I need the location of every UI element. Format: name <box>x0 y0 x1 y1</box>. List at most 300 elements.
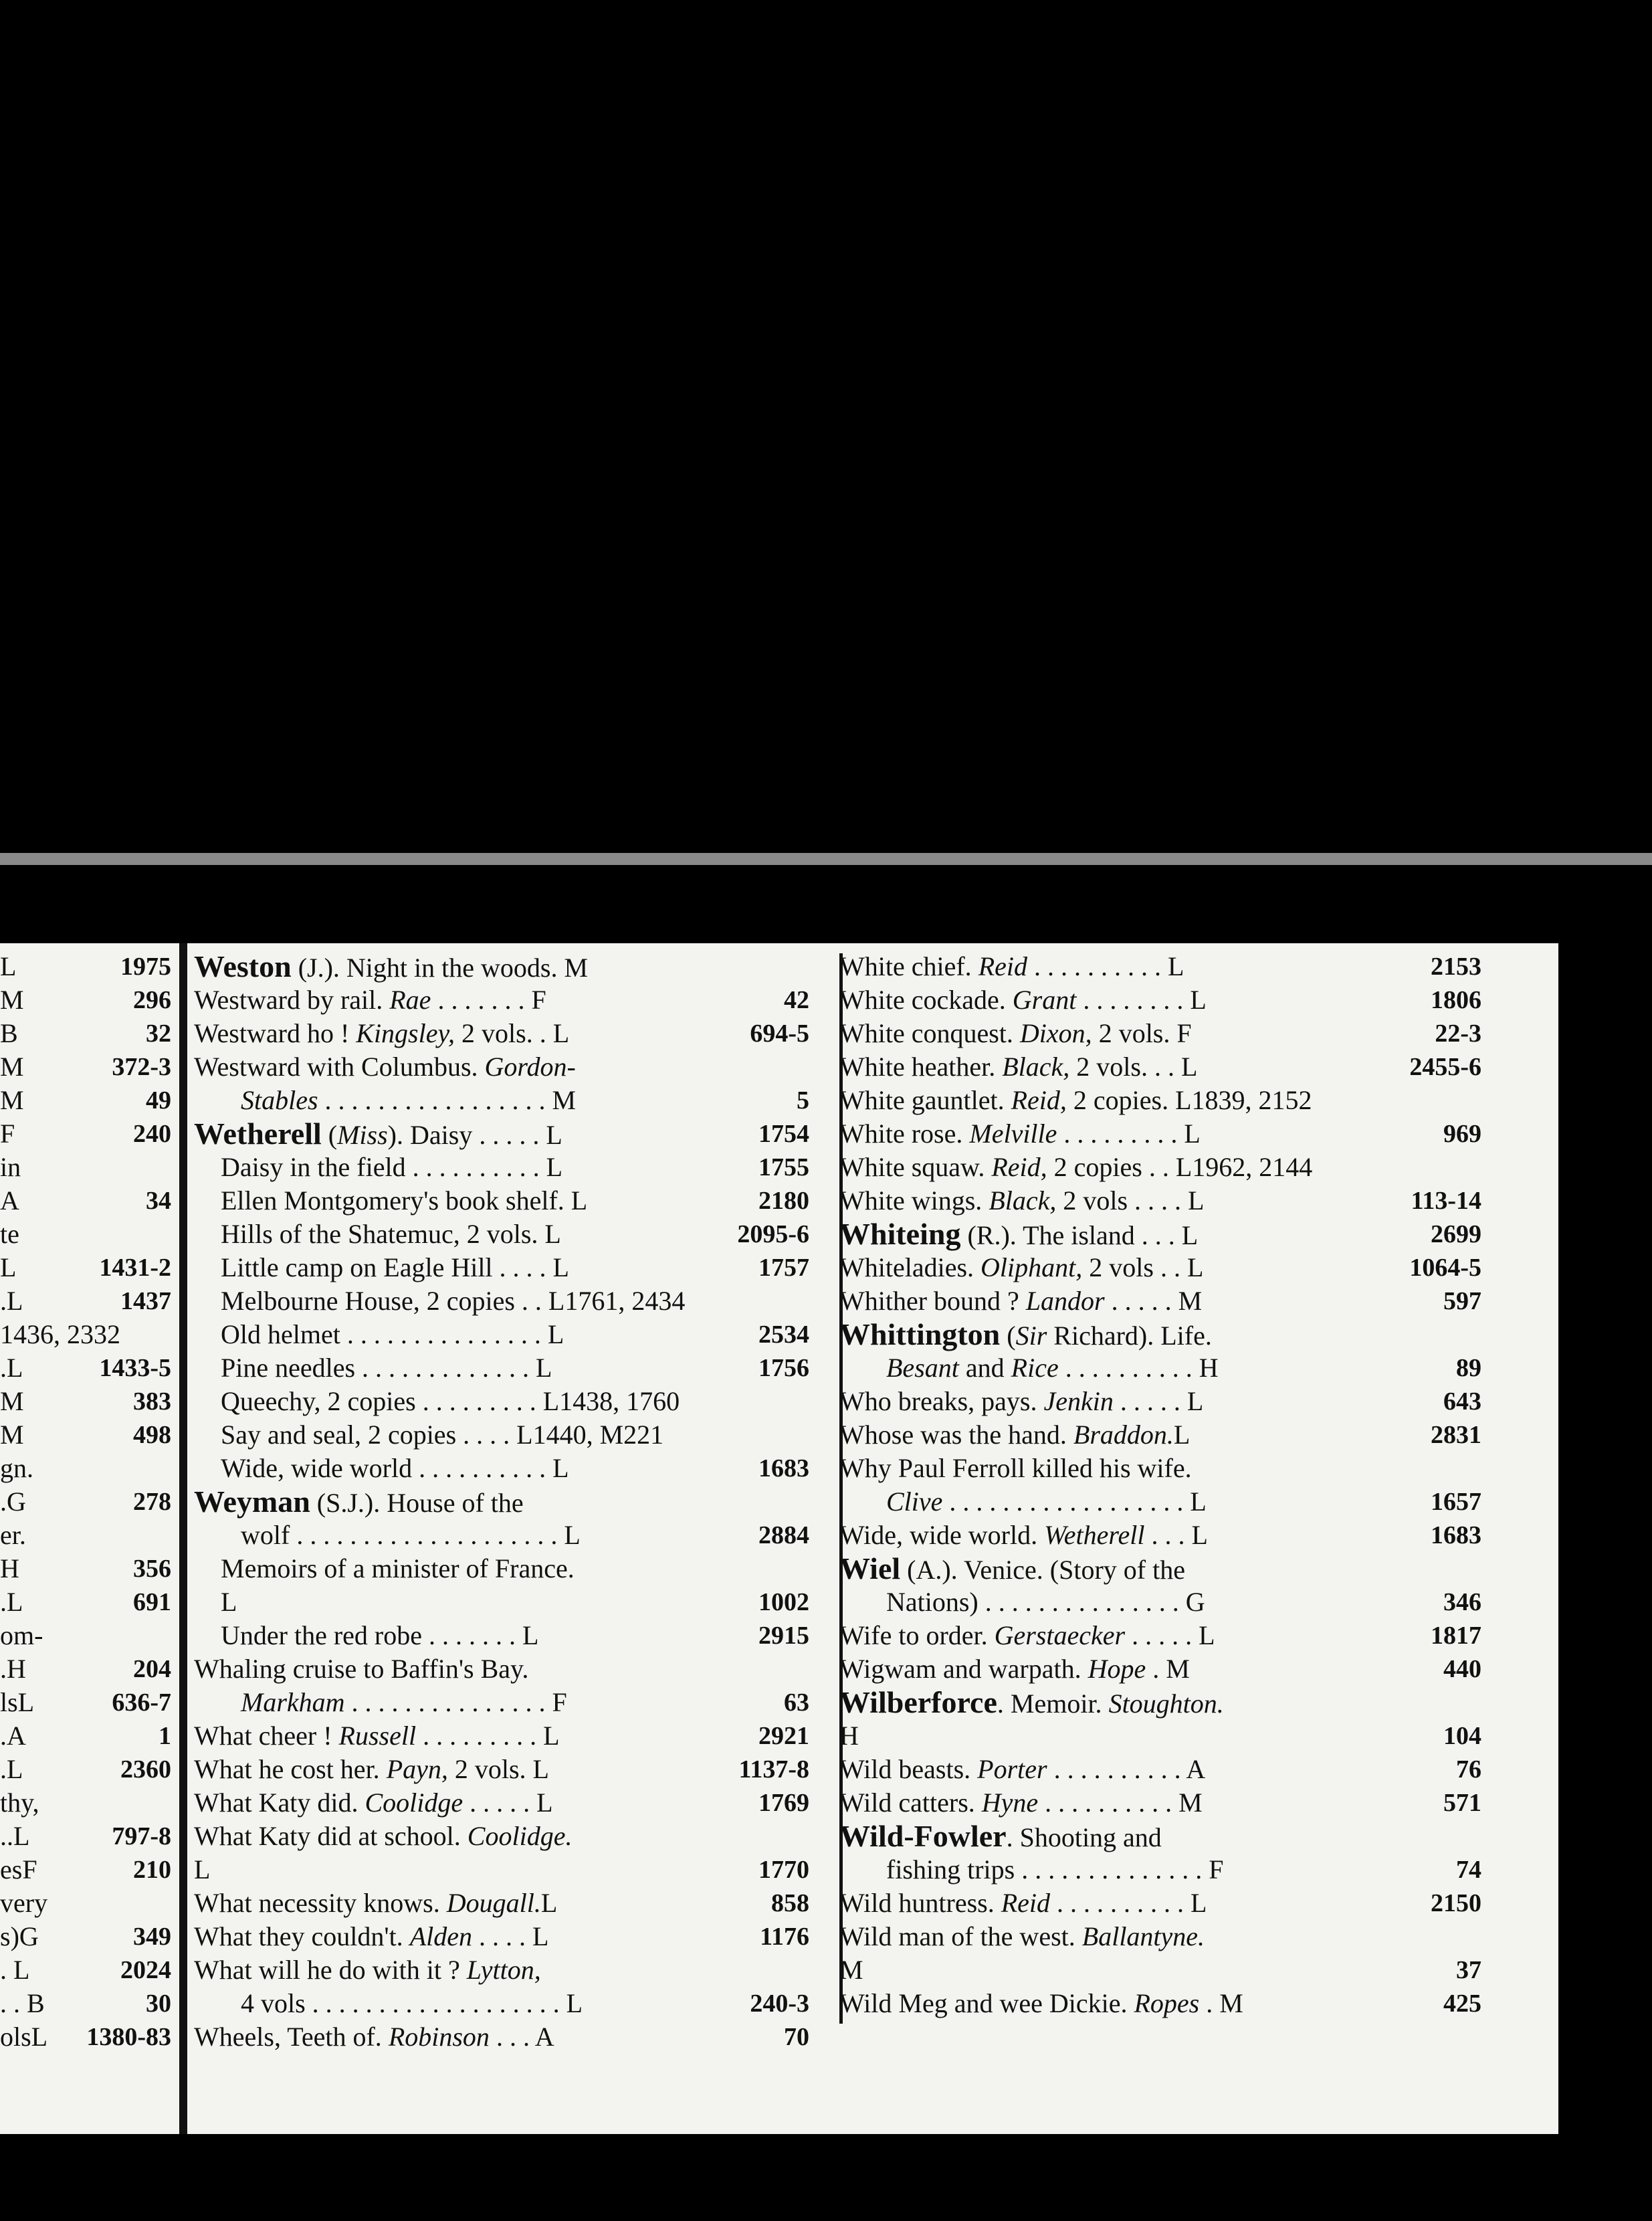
entry-pre: Westward with Columbus. <box>194 1052 485 1082</box>
entry-number: 346 <box>1443 1588 1481 1616</box>
fragment-number: 1433-5 <box>99 1354 171 1382</box>
entry-title <box>839 1485 1207 1519</box>
entry-number: 597 <box>1443 1287 1481 1315</box>
entry-pre: Wild beasts. <box>839 1754 978 1784</box>
fragment-entry <box>0 1385 175 1418</box>
entry-number: 969 <box>1443 1120 1481 1148</box>
entry-pre: Westward by rail. <box>194 985 390 1015</box>
fragment-entry <box>0 983 175 1017</box>
catalog-entry <box>839 1117 1481 1151</box>
catalog-entry <box>194 1184 809 1218</box>
entry-it: Miss <box>337 1120 388 1150</box>
catalog-entry <box>194 1084 809 1117</box>
entry-post: 2 vols. . . L <box>1069 1052 1198 1082</box>
entry-pre: Little camp on Eagle Hill . . . . L <box>221 1252 569 1282</box>
catalog-entry <box>194 1151 809 1184</box>
entry-number: 440 <box>1443 1655 1481 1683</box>
fragment-text: in <box>0 1152 21 1182</box>
fragment-number: 356 <box>133 1555 171 1583</box>
entry-number: 1002 <box>758 1588 809 1616</box>
fragment-entry <box>0 1218 175 1251</box>
fragment-number: 278 <box>133 1488 171 1516</box>
entry-pre: L <box>194 1854 211 1885</box>
entry-title <box>839 1853 1223 1887</box>
entry-pre: White heather. <box>839 1052 1003 1082</box>
entry-number: 89 <box>1456 1354 1481 1382</box>
entry-number: 2150 <box>1431 1889 1481 1917</box>
fragment-number: 1380-83 <box>86 2023 171 2051</box>
entry-post: . . . . . . . . . . . . . . . F <box>344 1687 567 1717</box>
entry-title <box>839 1953 863 1987</box>
entry-number: 571 <box>1443 1789 1481 1817</box>
catalog-entry <box>839 1318 1481 1351</box>
entry-pre: White cockade. <box>839 985 1013 1015</box>
entry-pre: White chief. <box>839 951 978 981</box>
catalog-entry <box>839 1719 1481 1753</box>
fragment-entry <box>0 1184 175 1218</box>
entry-pre: Wide, wide world. <box>839 1520 1045 1550</box>
entry-title <box>194 1084 576 1117</box>
fragment-entry <box>0 1953 175 1987</box>
entry-it: Sir <box>1015 1321 1047 1351</box>
fragment-entry <box>0 1519 175 1552</box>
entry-title <box>194 1418 663 1452</box>
entry-head: Wilberforce <box>839 1685 997 1719</box>
entry-title <box>194 1485 524 1520</box>
entry-it: Markham <box>241 1687 345 1717</box>
entry-number: 2915 <box>758 1622 809 1650</box>
catalog-entry <box>839 1987 1481 2020</box>
catalog-entry <box>839 1820 1481 1853</box>
fragment-text: F <box>0 1119 15 1149</box>
catalog-entry <box>839 1585 1481 1619</box>
entry-title <box>194 1050 576 1084</box>
entry-number: 1769 <box>758 1789 809 1817</box>
entry-post: and <box>958 1353 1011 1383</box>
fragment-entry <box>0 1418 175 1452</box>
entry-mid: . Memoir. <box>997 1688 1109 1719</box>
entry-pre: Nations) . . . . . . . . . . . . . . . G <box>886 1587 1205 1617</box>
entry-title <box>194 1218 561 1251</box>
entry-post: . M <box>1146 1654 1190 1684</box>
catalog-entry <box>839 950 1481 983</box>
entry-head: Whittington <box>839 1317 1001 1351</box>
entry-number: 1176 <box>760 1923 809 1951</box>
fragment-entry <box>0 1652 175 1686</box>
entry-number: 37 <box>1456 1956 1481 1984</box>
fragment-text: .L <box>0 1587 23 1617</box>
entry-it: Rae <box>389 985 431 1015</box>
entry-number: 2455-6 <box>1409 1053 1481 1081</box>
entry-pre: White conquest. <box>839 1018 1020 1048</box>
entry-it: Wetherell <box>1044 1520 1145 1550</box>
entry-title <box>194 1853 210 1887</box>
fragment-entry <box>0 1251 175 1284</box>
fragment-entry <box>0 1017 175 1050</box>
entry-post: . . . . . . . . . . L <box>1027 951 1184 981</box>
entry-title <box>194 1318 564 1351</box>
entry-title <box>839 1786 1203 1820</box>
fragment-text: M <box>0 1420 24 1450</box>
left-fragment-column <box>0 950 175 2054</box>
entry-title <box>839 1017 1192 1050</box>
entry-title <box>839 1184 1205 1218</box>
catalog-entry <box>839 1084 1481 1117</box>
entry-title <box>839 1318 1212 1353</box>
fragment-text: lsL <box>0 1687 35 1717</box>
entry-it: Ropes <box>1134 1988 1200 2018</box>
catalog-entry <box>839 1284 1481 1318</box>
catalog-entry <box>194 1585 809 1619</box>
entry-title <box>839 1351 1219 1385</box>
entry-number: 1064-5 <box>1409 1254 1481 1282</box>
entry-pre: L <box>221 1587 237 1617</box>
fragment-entry <box>0 1151 175 1184</box>
entry-post: ). Daisy . . . . . L <box>387 1120 562 1150</box>
entry-pre: Whiteladies. <box>839 1252 981 1282</box>
catalog-entry <box>839 1017 1481 1050</box>
entry-it: Besant <box>886 1353 959 1383</box>
fragment-text: B <box>0 1018 18 1048</box>
entry-number: 2831 <box>1431 1421 1481 1449</box>
fragment-number: 383 <box>133 1387 171 1416</box>
entry-post: L <box>1173 1420 1191 1450</box>
entry-pre: What Katy did. <box>194 1788 365 1818</box>
entry-number: 2884 <box>758 1521 809 1549</box>
fragment-text: om- <box>0 1620 43 1650</box>
entry-number: 2153 <box>1431 953 1481 981</box>
fragment-number: 797-8 <box>112 1822 171 1850</box>
entry-post: 2 vols . . . . L <box>1056 1185 1205 1216</box>
entry-title <box>839 1084 1312 1117</box>
entry-pre: What they couldn't. <box>194 1921 410 1951</box>
entry-number: 1137-8 <box>738 1755 809 1783</box>
entry-pre: White squaw. <box>839 1152 992 1182</box>
fragment-number: 204 <box>133 1655 171 1683</box>
fragment-entry <box>0 1887 175 1920</box>
entry-title <box>194 1585 237 1619</box>
entry-pre: What he cost her. <box>194 1754 387 1784</box>
entry-post: . . . . . L <box>463 1788 553 1818</box>
fragment-number: 1431-2 <box>99 1254 171 1282</box>
fragment-entry <box>0 1920 175 1953</box>
entry-number: 2699 <box>1431 1220 1481 1248</box>
entry-title <box>194 1284 685 1318</box>
fragment-number: 498 <box>133 1421 171 1449</box>
entry-title <box>839 950 1184 983</box>
catalog-entry <box>194 1887 809 1920</box>
fragment-number: 349 <box>133 1923 171 1951</box>
entry-post: . . . . L <box>472 1921 549 1951</box>
catalog-entry <box>194 1385 809 1418</box>
fragment-text: .L <box>0 1286 23 1316</box>
catalog-entry <box>839 1652 1481 1686</box>
entry-post: . . . . . . . . . . A <box>1047 1754 1206 1784</box>
entry-post: . . . . . L <box>1113 1386 1204 1416</box>
entry-pre: Memoirs of a minister of France. <box>221 1553 575 1583</box>
entry-mid: (J.). Night in the woods. M <box>291 953 589 983</box>
entry-it: Lytton, <box>466 1955 541 1985</box>
entry-title <box>194 1987 583 2020</box>
catalog-entry <box>839 1552 1481 1585</box>
entry-it: Landor <box>1025 1286 1105 1316</box>
entry-number: 1806 <box>1431 986 1481 1014</box>
fragment-text: . L <box>0 1955 30 1985</box>
entry-title <box>839 1385 1203 1418</box>
fragment-text: .H <box>0 1654 26 1684</box>
entry-pre: White rose. <box>839 1119 970 1149</box>
fragment-number: 32 <box>146 1020 171 1048</box>
entry-title <box>839 1519 1208 1552</box>
catalog-entry <box>194 2020 809 2054</box>
entry-number: 113-14 <box>1411 1187 1481 1215</box>
entry-number: 42 <box>784 986 809 1014</box>
entry-pre: Wild catters. <box>839 1788 982 1818</box>
catalog-entry <box>839 1385 1481 1418</box>
catalog-entry <box>194 1953 809 1987</box>
fragment-entry <box>0 1619 175 1652</box>
catalog-entry <box>839 983 1481 1017</box>
entry-post: 2 vols . . L <box>1082 1252 1204 1282</box>
fragment-number: 2360 <box>120 1755 171 1783</box>
entry-number: 2534 <box>758 1321 809 1349</box>
entry-post: . . . . . L <box>1125 1620 1215 1650</box>
entry-post: Richard). Life. <box>1047 1321 1212 1351</box>
fragment-entry <box>0 1853 175 1887</box>
entry-it: Hope <box>1088 1654 1146 1684</box>
entry-head: Weston <box>194 949 292 983</box>
entry-title <box>839 1719 859 1753</box>
entry-post: . . . . . . . . . . M <box>1038 1788 1203 1818</box>
bottom-black-border <box>0 2134 1652 2221</box>
entry-number: 76 <box>1456 1755 1481 1783</box>
catalog-entry <box>194 1686 809 1719</box>
entry-title <box>839 1619 1215 1652</box>
entry-it: Gerstaecker <box>994 1620 1126 1650</box>
entry-head: Weyman <box>194 1484 310 1519</box>
catalog-entry <box>839 1753 1481 1786</box>
entry-it: Black, <box>989 1185 1057 1216</box>
entry-post: . . . . . . . . . . . . . . . . . M <box>318 1085 577 1115</box>
catalog-entry <box>194 950 809 983</box>
entry-title <box>194 950 588 985</box>
entry-post: . . . . . . . . . . . . . . . . . . L <box>942 1486 1207 1517</box>
entry-title <box>194 1552 575 1585</box>
entry-title <box>839 1284 1202 1318</box>
entry-title <box>194 1017 569 1050</box>
fragment-entry <box>0 1284 175 1318</box>
fragment-text: olsL <box>0 2022 48 2052</box>
scan-edge-band <box>0 853 1652 865</box>
entry-pre: What necessity knows. <box>194 1888 447 1918</box>
entry-number: 74 <box>1456 1856 1481 1884</box>
entry-number: 1755 <box>758 1153 809 1181</box>
catalog-entry <box>194 1017 809 1050</box>
entry-pre: Whither bound ? <box>839 1286 1026 1316</box>
entry-post: . . . . . . . . . . L <box>1050 1888 1207 1918</box>
catalog-entry <box>839 1218 1481 1251</box>
fragment-number: 1437 <box>120 1287 171 1315</box>
entry-number: 2921 <box>758 1722 809 1750</box>
entry-post: L <box>540 1888 558 1918</box>
entry-it: Braddon. <box>1073 1420 1174 1450</box>
fragment-text: .G <box>0 1486 26 1517</box>
catalog-entry <box>839 1418 1481 1452</box>
entry-title <box>194 1920 548 1953</box>
entry-it: Oliphant, <box>980 1252 1083 1282</box>
entry-title <box>839 1753 1205 1786</box>
entry-post: . . . . . . . . . L <box>416 1721 560 1751</box>
entry-it: Reid, <box>991 1152 1047 1182</box>
catalog-entry <box>194 1284 809 1318</box>
catalog-entry <box>194 1117 809 1151</box>
entry-number: 694-5 <box>750 1020 809 1048</box>
entry-title <box>839 1117 1201 1151</box>
fragment-number: 296 <box>133 986 171 1014</box>
fragment-number: 1975 <box>120 953 171 981</box>
entry-pre: Westward ho ! <box>194 1018 356 1048</box>
fragment-entry <box>0 1686 175 1719</box>
entry-pre: Wild Meg and wee Dickie. <box>839 1988 1134 2018</box>
entry-post: 2 copies. L1839, 2152 <box>1066 1085 1312 1115</box>
entry-title <box>194 1953 541 1987</box>
catalog-entry <box>194 1418 809 1452</box>
entry-number: 858 <box>771 1889 809 1917</box>
fragment-number: 210 <box>133 1856 171 1884</box>
entry-post: . . . . . M <box>1104 1286 1203 1316</box>
fragment-entry <box>0 1987 175 2020</box>
catalog-entry <box>839 1184 1481 1218</box>
catalog-entry <box>194 1452 809 1485</box>
entry-pre: H <box>839 1721 859 1751</box>
entry-it: Coolidge. <box>467 1821 573 1851</box>
entry-it2: Rice <box>1011 1353 1059 1383</box>
fragment-entry <box>0 1117 175 1151</box>
entry-pre: White wings. <box>839 1185 989 1216</box>
entry-number: 70 <box>784 2023 809 2051</box>
catalog-entry <box>194 1050 809 1084</box>
entry-pre: Wild huntress. <box>839 1888 1001 1918</box>
entry-mid: ( <box>321 1120 338 1150</box>
fragment-text: A <box>0 1185 19 1216</box>
entry-title <box>194 2020 554 2054</box>
fragment-entry <box>0 1318 175 1351</box>
entry-it: Dougall. <box>446 1888 541 1918</box>
fragment-entry <box>0 1585 175 1619</box>
fragment-text: er. <box>0 1520 26 1550</box>
entry-post: . . . L <box>1144 1520 1208 1550</box>
catalog-entry <box>194 983 809 1017</box>
catalog-entry <box>194 1753 809 1786</box>
catalog-entry <box>194 1619 809 1652</box>
fragment-entry <box>0 1050 175 1084</box>
catalog-entry <box>839 1920 1481 1953</box>
entry-title <box>194 1652 528 1686</box>
fragment-entry <box>0 1552 175 1585</box>
fragment-number: 691 <box>133 1588 171 1616</box>
entry-pre: Who breaks, pays. <box>839 1386 1044 1416</box>
entry-pre: Wife to order. <box>839 1620 995 1650</box>
entry-mid: (S.J.). House of the <box>310 1488 524 1518</box>
entry-it: Reid, <box>1011 1085 1067 1115</box>
entry-number: 240-3 <box>750 1990 809 2018</box>
entry-pre: What cheer ! <box>194 1721 339 1751</box>
entry-title <box>839 1251 1203 1284</box>
entry-title <box>194 1117 562 1152</box>
entry-head: Wetherell <box>194 1117 322 1151</box>
entry-mid: . Shooting and <box>1006 1822 1162 1852</box>
fragment-entry <box>0 1786 175 1820</box>
entry-post: 2 copies . . L1962, 2144 <box>1047 1152 1313 1182</box>
entry-title <box>839 1686 1224 1721</box>
entry-title <box>839 1552 1185 1587</box>
fragment-entry <box>0 950 175 983</box>
entry-it: Coolidge <box>365 1788 463 1818</box>
fragment-text: .L <box>0 1754 23 1784</box>
entry-title <box>194 1753 549 1786</box>
entry-title <box>194 1351 552 1385</box>
entry-pre: 4 vols . . . . . . . . . . . . . . . . . . . L <box>241 1988 583 2018</box>
entry-title <box>194 1519 581 1552</box>
fragment-entry <box>0 1485 175 1519</box>
catalog-entry <box>194 1552 809 1585</box>
fragment-text: 1436, 2332 <box>0 1319 120 1349</box>
catalog-entry <box>839 1619 1481 1652</box>
fragment-text: L <box>0 1252 17 1282</box>
entry-pre: wolf . . . . . . . . . . . . . . . . . . . . L <box>241 1520 581 1550</box>
catalog-entry <box>194 1652 809 1686</box>
entry-pre: Say and seal, 2 copies . . . . L1440, M221 <box>221 1420 664 1450</box>
catalog-entry <box>839 1953 1481 1987</box>
entry-pre: Wide, wide world . . . . . . . . . . L <box>221 1453 569 1483</box>
entry-number: 1754 <box>758 1120 809 1148</box>
entry-it: Jenkin <box>1043 1386 1114 1416</box>
entry-post: 2 vols. L <box>447 1754 549 1784</box>
entry-it: Alden <box>409 1921 472 1951</box>
catalog-entry <box>839 1050 1481 1084</box>
entry-pre: White gauntlet. <box>839 1085 1011 1115</box>
entry-pre: Daisy in the field . . . . . . . . . . L <box>221 1152 563 1182</box>
entry-title <box>839 983 1207 1017</box>
entry-number: 1683 <box>758 1454 809 1482</box>
entry-it: Melville <box>969 1119 1057 1149</box>
fragment-text: H <box>0 1553 19 1583</box>
entry-pre: M <box>839 1955 863 1985</box>
fragment-text: .L <box>0 1353 23 1383</box>
entry-post2: . . . . . . . . . . H <box>1058 1353 1219 1383</box>
entry-head: Wiel <box>839 1551 901 1585</box>
fragment-entry <box>0 1719 175 1753</box>
catalog-entry <box>194 1251 809 1284</box>
fragment-entry <box>0 1351 175 1385</box>
entry-pre: Whaling cruise to Baffin's Bay. <box>194 1654 529 1684</box>
entry-title <box>839 1418 1190 1452</box>
entry-title <box>839 1987 1243 2020</box>
entry-it: Porter <box>977 1754 1047 1784</box>
catalog-entry <box>839 1151 1481 1184</box>
entry-post: . . . . . . . . . L <box>1057 1119 1201 1149</box>
fragment-number: 372-3 <box>112 1053 171 1081</box>
fragment-text: very <box>0 1888 48 1918</box>
entry-title <box>194 1686 567 1719</box>
entry-head: Wild-Fowler <box>839 1819 1007 1853</box>
catalog-entry <box>839 1351 1481 1385</box>
entry-mid: (A.). Venice. (Story of the <box>900 1555 1185 1585</box>
catalog-entry <box>194 1853 809 1887</box>
entry-pre: Whose was the hand. <box>839 1420 1073 1450</box>
entry-head: Whiteing <box>839 1217 961 1251</box>
fragment-text: L <box>0 951 17 981</box>
